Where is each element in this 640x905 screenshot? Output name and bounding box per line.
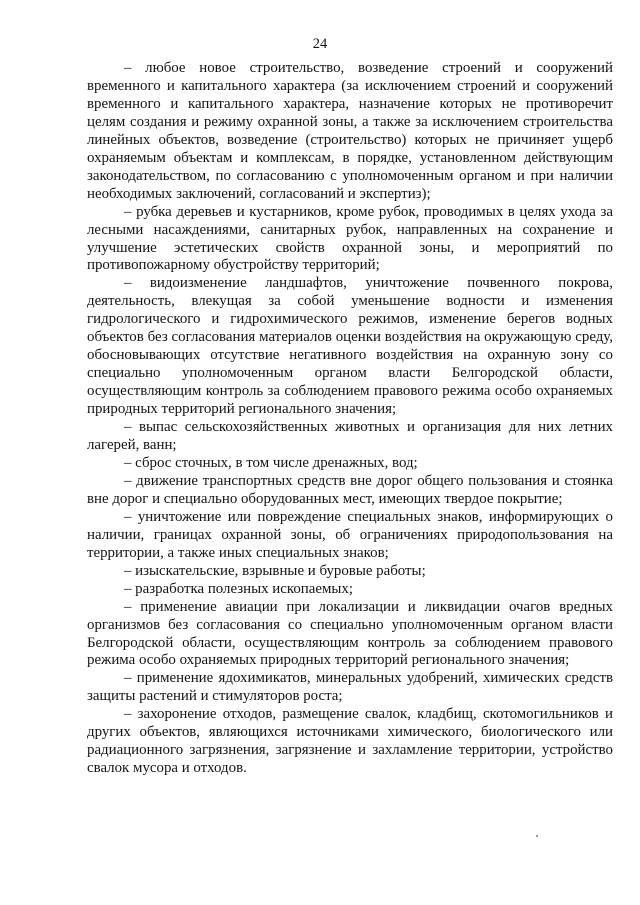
list-item: – выпас сельскохозяйственных животных и организация для них летних лагерей, ванн;	[87, 419, 613, 454]
scan-speck	[536, 835, 538, 837]
list-item: – видоизменение ландшафтов, уничтожение почвенного покрова, деятельность, влекущая за собой уменьшение водности и изменения гидрологического и гидрохимического режимов, изменение берегов водных объектов без согласования материалов оценки воздействия на окружающую среду, обосновывающих отсутствие негативного воздействия на охранную зону со специально уполномоченным органом власти Белгородской области, осуществляющим контроль за соблюдением правового режима особо охраняемых природных территорий регионального значения;	[87, 275, 613, 418]
list-item: – движение транспортных средств вне дорог общего пользования и стоянка вне дорог и специально оборудованных мест, имеющих твердое покрытие;	[87, 472, 613, 507]
document-body	[87, 60, 613, 778]
list-item: – изыскательские, взрывные и буровые работы;	[124, 562, 426, 579]
list-item: – применение ядохимикатов, минеральных удобрений, химических средств защиты растений и стимуляторов роста;	[87, 670, 613, 705]
page-number: 24	[312, 36, 328, 52]
list-item: – разработка полезных ископаемых;	[124, 580, 353, 597]
list-item: – уничтожение или повреждение специальных знаков, информирующих о наличии, границах охранной зоны, об ограничениях природопользования на территории, а также иных специальных знаков;	[87, 508, 613, 561]
list-item: – сброс сточных, в том числе дренажных, вод;	[124, 454, 418, 471]
list-item: – рубка деревьев и кустарников, кроме рубок, проводимых в целях ухода за лесными насаждениями, санитарных рубок, направленных на сохранение и улучшение эстетических свойств охранной зоны, и мероприятий по противопожарному обустройству территорий;	[87, 203, 613, 274]
list-item: – любое новое строительство, возведение строений и сооружений временного и капитального характера (за исключением строений и сооружений временного и капитального характера, назначение которых не противоречит целям создания и режиму охранной зоны, а также за исключением строительства линейных объектов, возведение (строительство) которых не причиняет ущерб охраняемым объектам и комплексам, в порядке, установленном действующим законодательством, по согласованию с уполномоченным органом и при наличии необходимых заключений, согласований и экспертиз);	[87, 60, 613, 202]
list-item: – захоронение отходов, размещение свалок, кладбищ, скотомогильников и других объектов, являющихся источниками химического, биологического или радиационного загрязнения, загрязнение и захламление территории, устройство свалок мусора и отходов.	[87, 706, 613, 777]
list-item: – применение авиации при локализации и ликвидации очагов вредных организмов без согласования со специально уполномоченным органом власти Белгородской области, осуществляющим контроль за соблюдением правового режима особо охраняемых природных территорий регионального значения;	[87, 598, 613, 669]
